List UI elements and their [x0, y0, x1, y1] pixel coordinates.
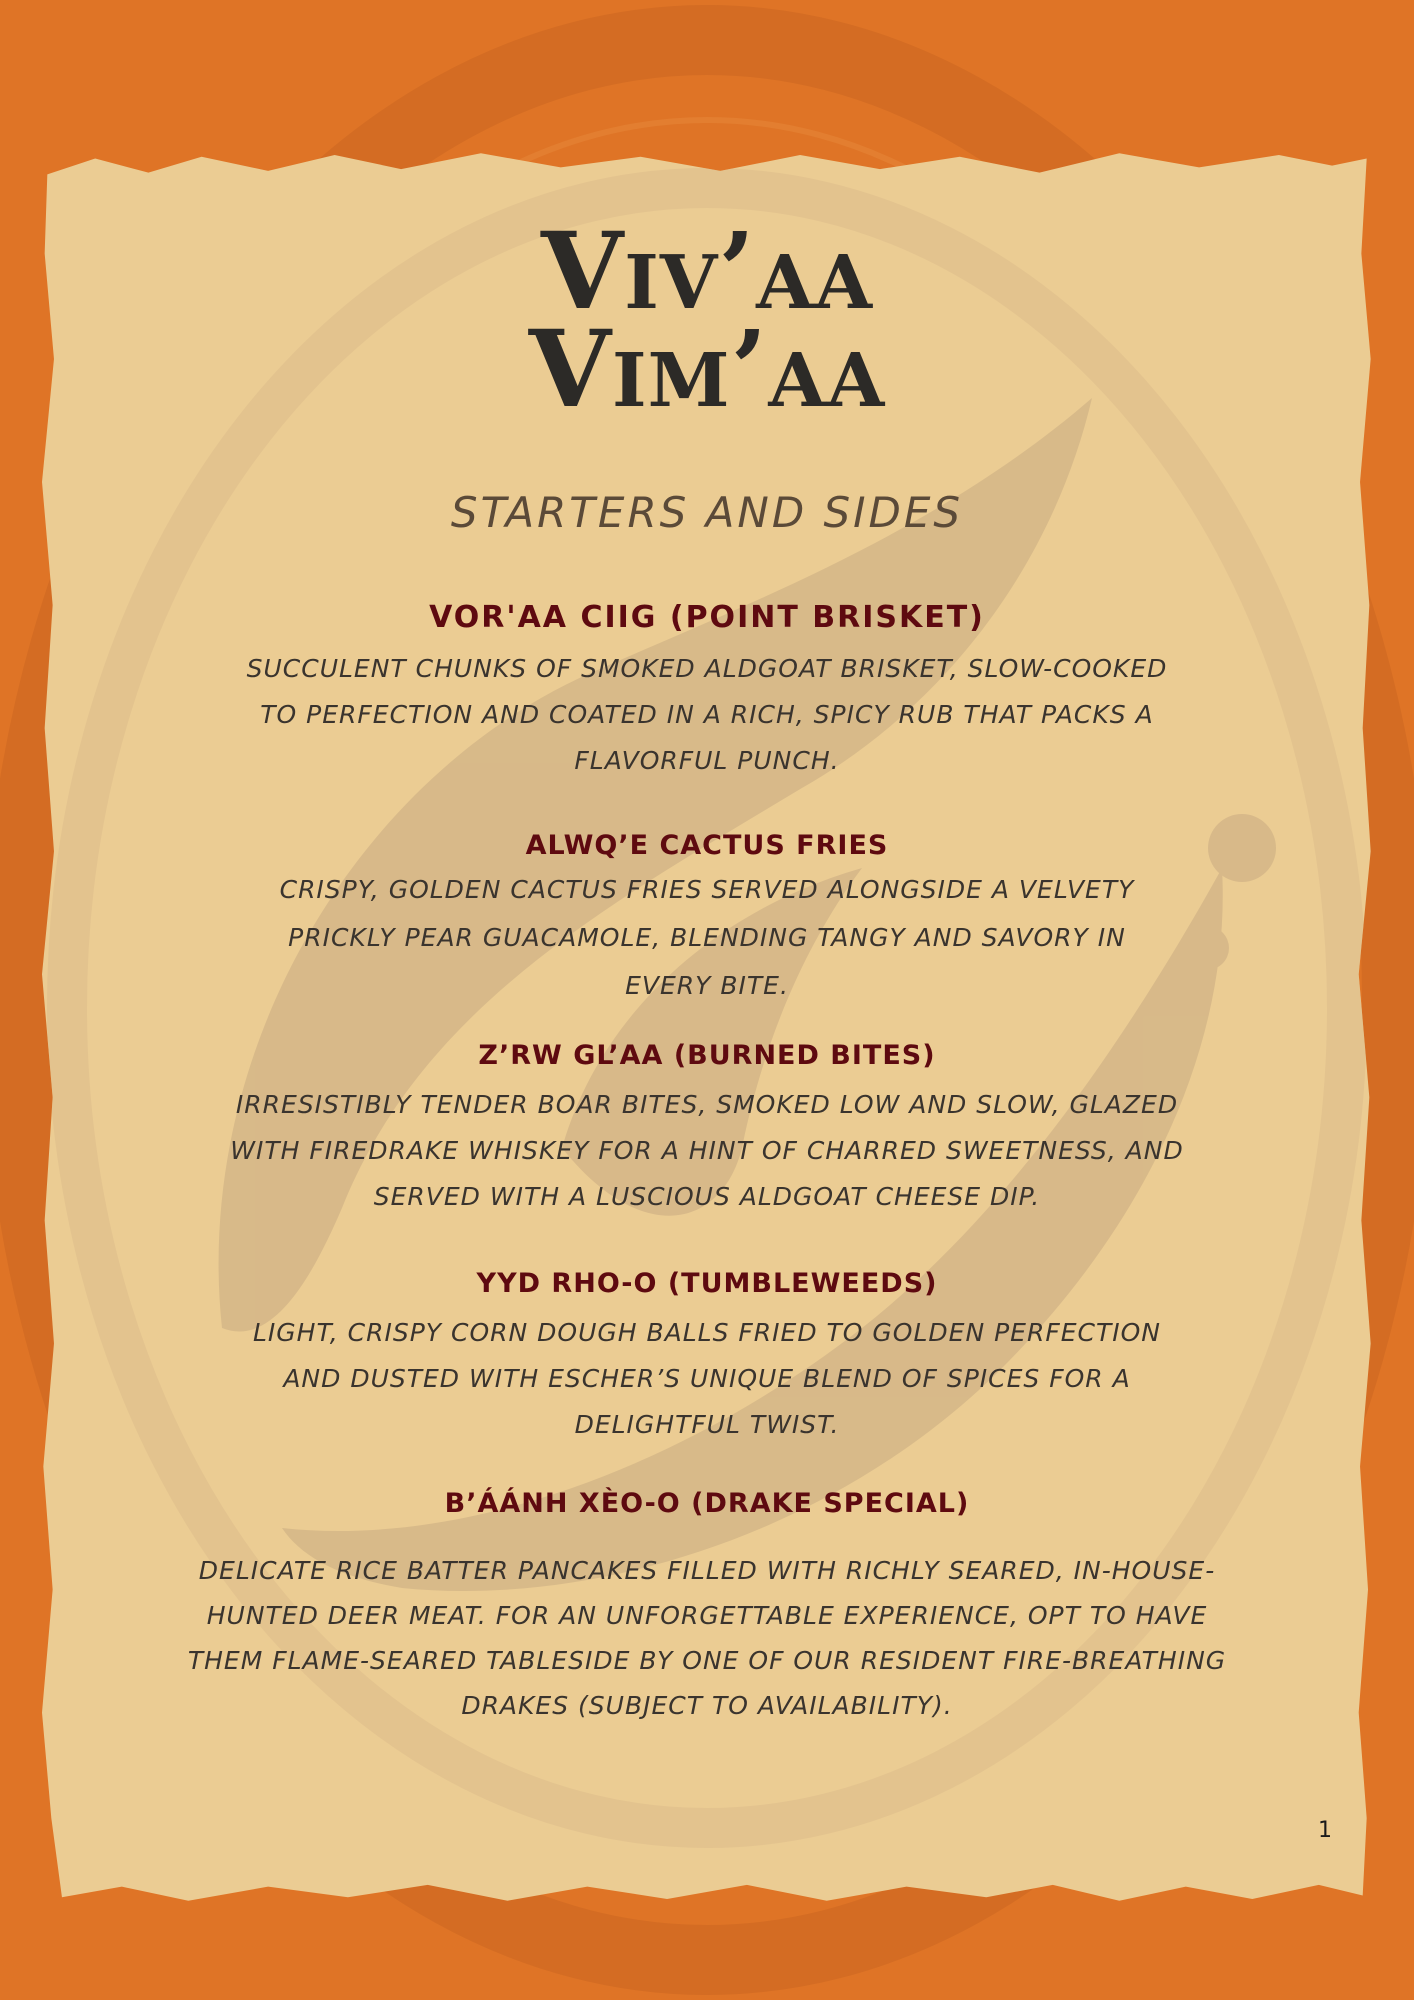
menu-item: [180, 1264, 1234, 1448]
menu-item: [180, 826, 1234, 1010]
menu-item: [180, 596, 1234, 784]
restaurant-title: [0, 208, 1414, 431]
page-number: 1: [1318, 1818, 1332, 1843]
restaurant-title-line-2: Vim’aa: [528, 306, 886, 431]
menu-item-description: DELICATE RICE BATTER PANCAKES FILLED WITH RICHLY SEARED, IN-HOUSE-HUNTED DEER MEAT. FOR AN UNFORGETTABLE EXPERIENCE, OPT TO HAVE THEM FLAME-SEARED TABLESIDE BY ONE OF OUR RESIDENT FIRE-BREATHING DRAKES (SUBJECT TO AVAILABILITY).: [187, 1556, 1227, 1720]
menu-item: [180, 1484, 1234, 1728]
menu-item-name: B’ÁÁNH XÈO-O (DRAKE SPECIAL): [444, 1488, 970, 1519]
menu-item: [180, 1036, 1234, 1220]
menu-item-name: ALWQ’E CACTUS FRIES: [525, 830, 889, 861]
menu-item-name: Z’RW GL’AA (BURNED BITES): [478, 1040, 936, 1071]
menu-item-description: IRRESISTIBLY TENDER BOAR BITES, SMOKED LOW AND SLOW, GLAZED WITH FIREDRAKE WHISKEY FOR A HINT OF CHARRED SWEETNESS, AND SERVED WITH A LUSCIOUS ALDGOAT CHEESE DIP.: [230, 1090, 1184, 1211]
section-title: STARTERS AND SIDES: [450, 488, 964, 537]
menu-item-description: CRISPY, GOLDEN CACTUS FRIES SERVED ALONGSIDE A VELVETY PRICKLY PEAR GUACAMOLE, BLENDING TANGY AND SAVORY IN EVERY BITE.: [279, 875, 1135, 1000]
menu-item-description: SUCCULENT CHUNKS OF SMOKED ALDGOAT BRISKET, SLOW-COOKED TO PERFECTION AND COATED IN A RICH, SPICY RUB THAT PACKS A FLAVORFUL PUNCH.: [246, 654, 1168, 775]
restaurant-title-line-1: Viv’aa: [540, 208, 873, 333]
menu-item-name: VOR'AA CIIG (POINT BRISKET): [429, 600, 985, 635]
menu-item-name: YYD RHO-O (TUMBLEWEEDS): [476, 1268, 938, 1299]
menu-item-description: LIGHT, CRISPY CORN DOUGH BALLS FRIED TO GOLDEN PERFECTION AND DUSTED WITH ESCHER’S UNIQUE BLEND OF SPICES FOR A DELIGHTFUL TWIST.: [252, 1318, 1162, 1439]
